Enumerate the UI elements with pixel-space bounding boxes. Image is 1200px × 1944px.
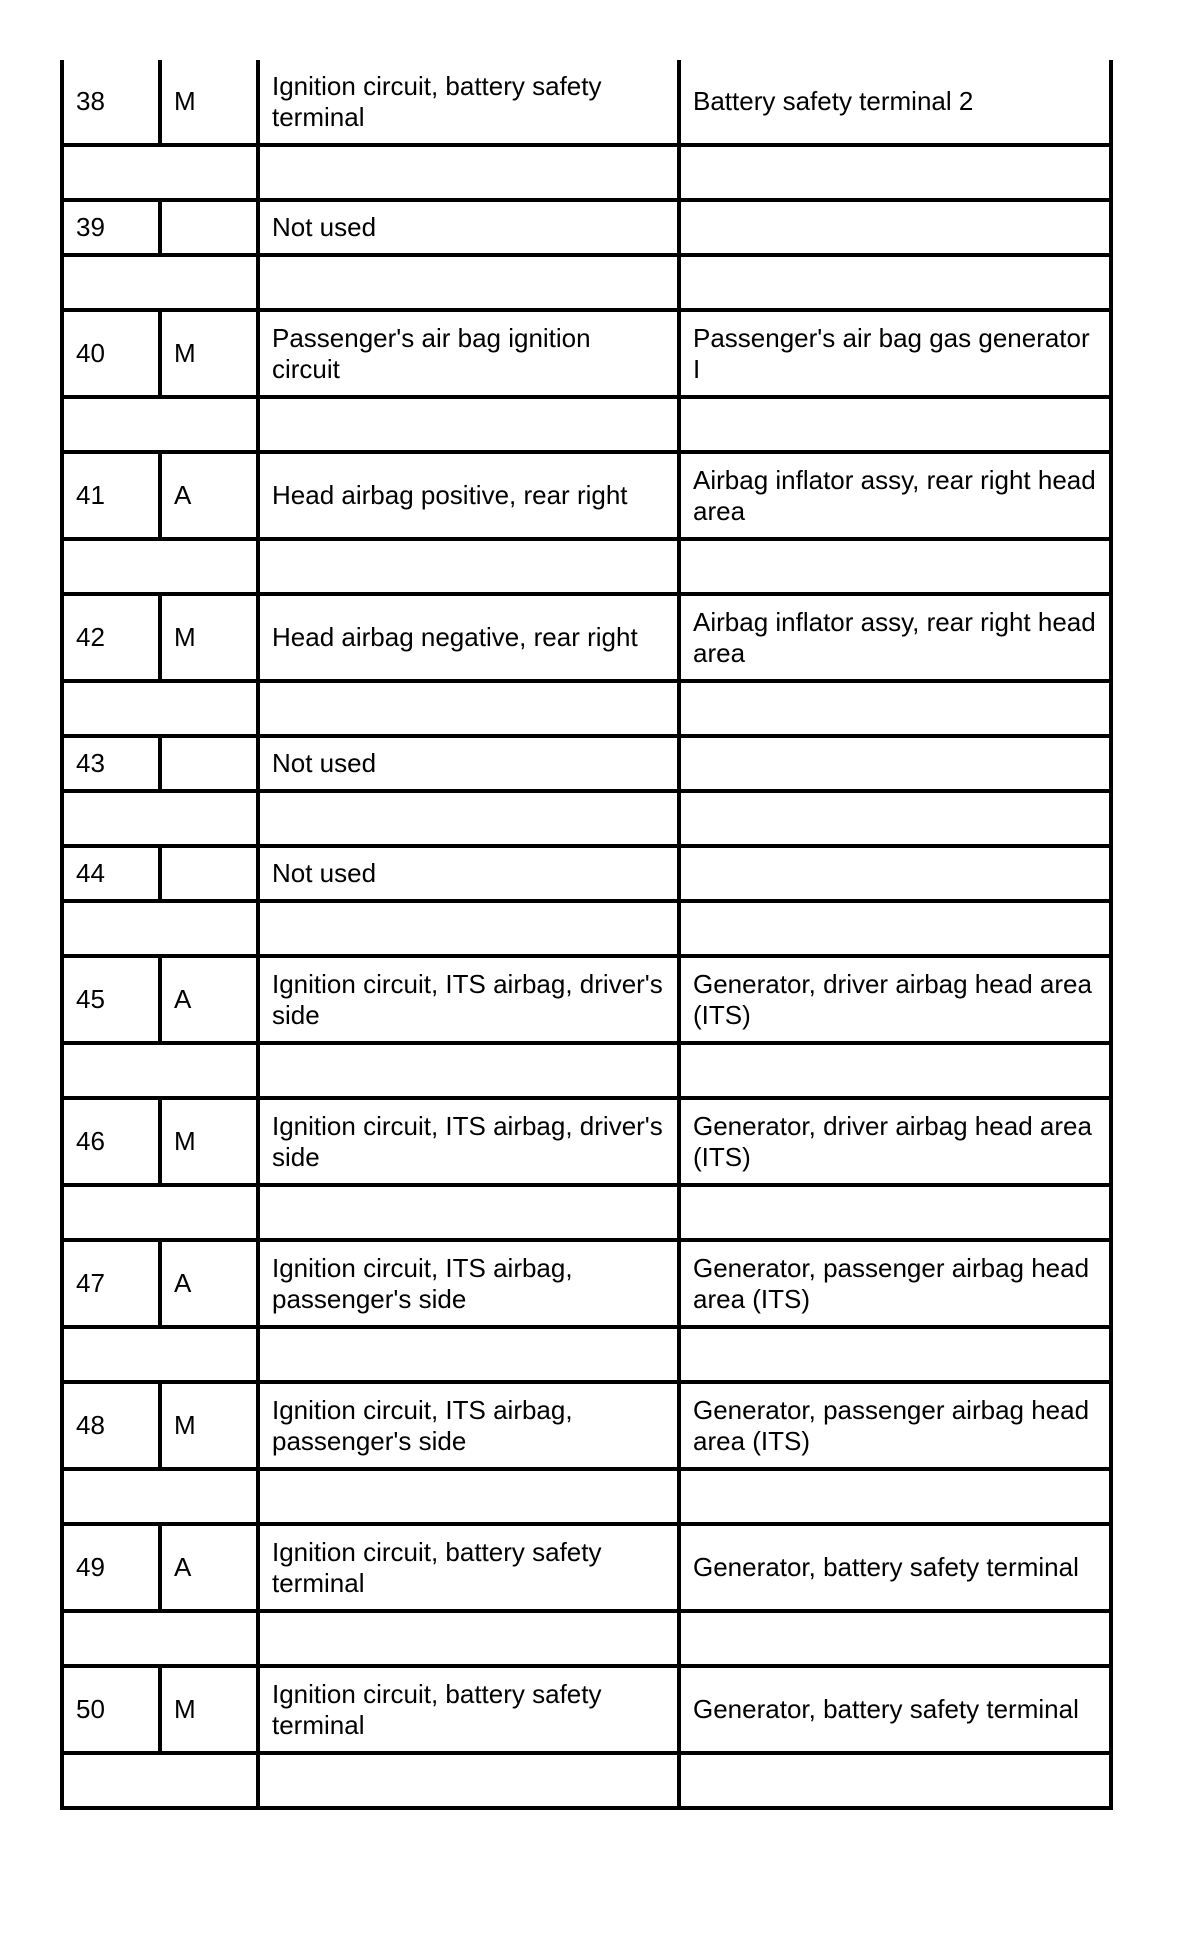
function-description: Passenger's air bag ignition circuit [258,310,679,397]
spacer-row [62,681,1111,736]
component-description: Passenger's air bag gas generator I [679,310,1111,397]
pin-number: 48 [62,1382,160,1469]
spacer-cell [62,145,258,200]
pin-number: 44 [62,846,160,901]
spacer-cell [258,1611,679,1666]
spacer-row [62,539,1111,594]
spacer-cell [258,255,679,310]
function-description: Ignition circuit, battery safety terminal [258,60,679,145]
spacer-cell [679,901,1111,956]
function-description: Not used [258,200,679,255]
component-description: Generator, passenger airbag head area (ITS) [679,1240,1111,1327]
wire-code: A [160,1240,258,1327]
spacer-cell [258,681,679,736]
spacer-row [62,901,1111,956]
spacer-row [62,1753,1111,1808]
spacer-cell [679,1043,1111,1098]
wire-code: M [160,1098,258,1185]
spacer-row [62,397,1111,452]
pin-number: 41 [62,452,160,539]
spacer-row [62,1469,1111,1524]
spacer-cell [679,1611,1111,1666]
spacer-cell [679,255,1111,310]
table-row [62,736,1111,791]
table-row [62,60,1111,145]
component-description: Airbag inflator assy, rear right head area [679,452,1111,539]
function-description: Not used [258,736,679,791]
spacer-cell [62,791,258,846]
table-row [62,200,1111,255]
wire-code [160,736,258,791]
pin-table-body [62,60,1111,1808]
spacer-cell [62,681,258,736]
function-description: Ignition circuit, ITS airbag, passenger's side [258,1382,679,1469]
table-row [62,1524,1111,1611]
function-description: Ignition circuit, ITS airbag, driver's side [258,956,679,1043]
spacer-cell [62,1043,258,1098]
component-description: Generator, driver airbag head area (ITS) [679,956,1111,1043]
table-row [62,310,1111,397]
spacer-row [62,145,1111,200]
spacer-row [62,1611,1111,1666]
table-row [62,846,1111,901]
function-description: Ignition circuit, battery safety terminal [258,1524,679,1611]
spacer-cell [679,1469,1111,1524]
spacer-cell [679,1327,1111,1382]
spacer-cell [258,1043,679,1098]
spacer-cell [679,145,1111,200]
table-row [62,956,1111,1043]
pin-number: 39 [62,200,160,255]
spacer-cell [258,539,679,594]
spacer-cell [679,1185,1111,1240]
spacer-cell [62,1185,258,1240]
table-row [62,452,1111,539]
spacer-cell [62,1753,258,1808]
spacer-cell [679,397,1111,452]
spacer-row [62,1185,1111,1240]
table-row [62,1098,1111,1185]
wire-code [160,846,258,901]
function-description: Not used [258,846,679,901]
spacer-cell [258,1185,679,1240]
table-row [62,594,1111,681]
spacer-cell [258,145,679,200]
component-description [679,846,1111,901]
function-description: Head airbag negative, rear right [258,594,679,681]
pin-number: 42 [62,594,160,681]
spacer-cell [679,681,1111,736]
spacer-row [62,255,1111,310]
component-description [679,736,1111,791]
wire-code: A [160,1524,258,1611]
pin-number: 38 [76,86,105,116]
wire-code: M [160,310,258,397]
spacer-cell [679,1753,1111,1808]
spacer-cell [62,1611,258,1666]
spacer-row [62,1043,1111,1098]
pin-number: 46 [62,1098,160,1185]
spacer-row [62,791,1111,846]
pin-number: 47 [62,1240,160,1327]
function-description: Head airbag positive, rear right [258,452,679,539]
wire-code: A [160,452,258,539]
table-row [62,1240,1111,1327]
pin-assignment-table [60,60,1113,1810]
table-row [62,1382,1111,1469]
component-description: Generator, passenger airbag head area (ITS) [679,1382,1111,1469]
spacer-cell [258,1753,679,1808]
wire-code: M [160,60,258,145]
function-description: Ignition circuit, battery safety terminal [258,1666,679,1753]
table-row [62,1666,1111,1753]
wire-code: M [160,1382,258,1469]
function-description: Ignition circuit, ITS airbag, driver's side [258,1098,679,1185]
component-description: Generator, battery safety terminal [679,1524,1111,1611]
wire-code: A [160,956,258,1043]
wire-code: M [160,594,258,681]
component-description: Generator, driver airbag head area (ITS) [679,1098,1111,1185]
spacer-cell [258,1327,679,1382]
spacer-cell [258,901,679,956]
spacer-cell [62,539,258,594]
wire-code: M [160,1666,258,1753]
component-description: Generator, battery safety terminal [679,1666,1111,1753]
pin-number: 43 [62,736,160,791]
spacer-cell [258,791,679,846]
pin-number: 50 [62,1666,160,1753]
pin-number: 40 [62,310,160,397]
spacer-cell [62,901,258,956]
spacer-cell [62,1327,258,1382]
spacer-cell [258,397,679,452]
pin-number: 49 [62,1524,160,1611]
spacer-cell [679,791,1111,846]
component-description: Airbag inflator assy, rear right head area [679,594,1111,681]
spacer-cell [62,255,258,310]
component-description: Battery safety terminal 2 [679,60,1111,145]
spacer-cell [62,397,258,452]
spacer-cell [258,1469,679,1524]
function-description: Ignition circuit, ITS airbag, passenger's side [258,1240,679,1327]
spacer-cell [62,1469,258,1524]
spacer-cell [679,539,1111,594]
spacer-row [62,1327,1111,1382]
pin-number: 45 [62,956,160,1043]
wire-code [160,200,258,255]
component-description [679,200,1111,255]
